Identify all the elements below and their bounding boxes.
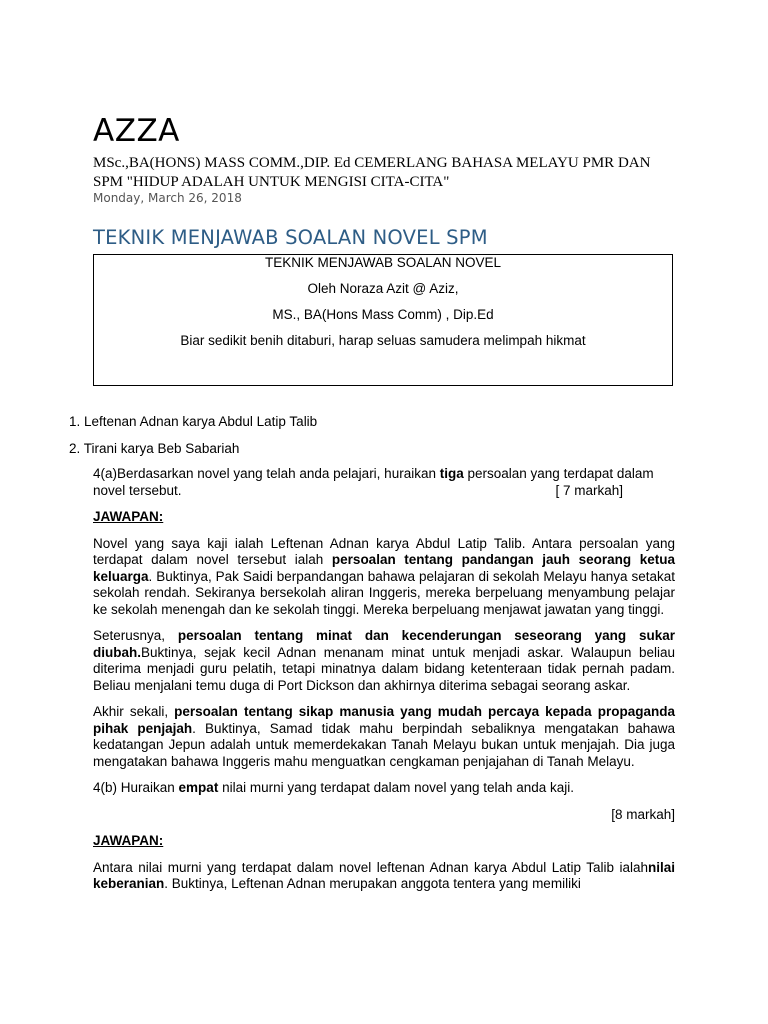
post-body bbox=[93, 466, 675, 903]
post-date: Monday, March 26, 2018 bbox=[93, 191, 242, 205]
list-item: 2. Tirani karya Beb Sabariah bbox=[69, 441, 240, 456]
question-4b: 4(b) Huraikan empat nilai murni yang terdapat dalam novel yang telah anda kaji. bbox=[93, 780, 575, 795]
answer-paragraph-2: Seterusnya, persoalan tentang minat dan kecenderungan seseorang yang sukar diubah.Buktinya, sejak kecil Adnan menanam minat untuk menjadi askar. Walaupun beliau diterima menjadi guru pelatih, tetapi minatnya dalam bidang ketenteraan tidak pernah padam. Beliau menjalani temu duga di Port Dickson dan akhirnya diterima sebagai seorang askar. bbox=[93, 628, 675, 693]
question-4a-text: novel tersebut. bbox=[93, 482, 182, 498]
intro-box bbox=[93, 254, 673, 386]
question-4b-marks: [8 markah] bbox=[611, 806, 675, 822]
answer-paragraph-3: Akhir sekali, persoalan tentang sikap manusia yang mudah percaya kepada propaganda pihak penjajah. Buktinya, Samad tidak mahu berpindah sebaliknya mengatakan bahawa kedatangan Jepun adalah untuk memerdekakan Tanah Melayu bukan untuk menjajah. Dia juga mengatakan bahawa Inggeris mahu menguatkan cengkaman penjajahan di Tanah Melayu. bbox=[93, 704, 676, 769]
question-4a-marks: [ 7 markah] bbox=[555, 482, 623, 498]
blog-description: MSc.,BA(HONS) MASS COMM.,DIP. Ed CEMERLANG BAHASA MELAYU PMR DAN SPM "HIDUP ADALAH UNTUK MENGISI CITA-CITA" bbox=[93, 155, 651, 190]
box-author: Oleh Noraza Azit @ Aziz, bbox=[307, 281, 459, 296]
question-4a-line2 bbox=[93, 483, 675, 500]
box-title: TEKNIK MENJAWAB SOALAN NOVEL bbox=[264, 255, 502, 270]
answer-paragraph-4: Antara nilai murni yang terdapat dalam novel leftenan Adnan karya Abdul Latip Talib ialahnilai keberanian. Buktinya, Leftenan Adnan merupakan anggota tentera yang memiliki bbox=[93, 859, 675, 891]
question-4a: 4(a)Berdasarkan novel yang telah anda pelajari, huraikan tiga persoalan yang terdapat dalam bbox=[93, 466, 654, 481]
blog-title[interactable]: AZZA bbox=[93, 113, 180, 149]
box-quote: Biar sedikit benih ditaburi, harap seluas samudera melimpah hikmat bbox=[180, 333, 586, 348]
answer-paragraph-1: Novel yang saya kaji ialah Leftenan Adnan karya Abdul Latip Talib. Antara persoalan yang terdapat dalam novel tersebut ialah persoalan tentang pandangan jauh seorang ketua keluarga. Buktinya, Pak Saidi berpandangan bahawa pelajaran di sekolah Melayu hanya setakat sekolah rendah. Sekiranya bersekolah aliran Inggeris, mereka berpeluang menyambung pelajar ke sekolah menengah dan ke sekolah tinggi. Mereka berpeluang menjawat jawatan yang tinggi. bbox=[93, 535, 676, 617]
list-item: 1. Leftenan Adnan karya Abdul Latip Talib bbox=[69, 414, 318, 429]
answer-heading: JAWAPAN: bbox=[93, 833, 164, 848]
post-title[interactable]: TEKNIK MENJAWAB SOALAN NOVEL SPM bbox=[93, 226, 488, 249]
answer-heading: JAWAPAN: bbox=[93, 509, 164, 524]
box-credentials: MS., BA(Hons Mass Comm) , Dip.Ed bbox=[272, 307, 494, 322]
